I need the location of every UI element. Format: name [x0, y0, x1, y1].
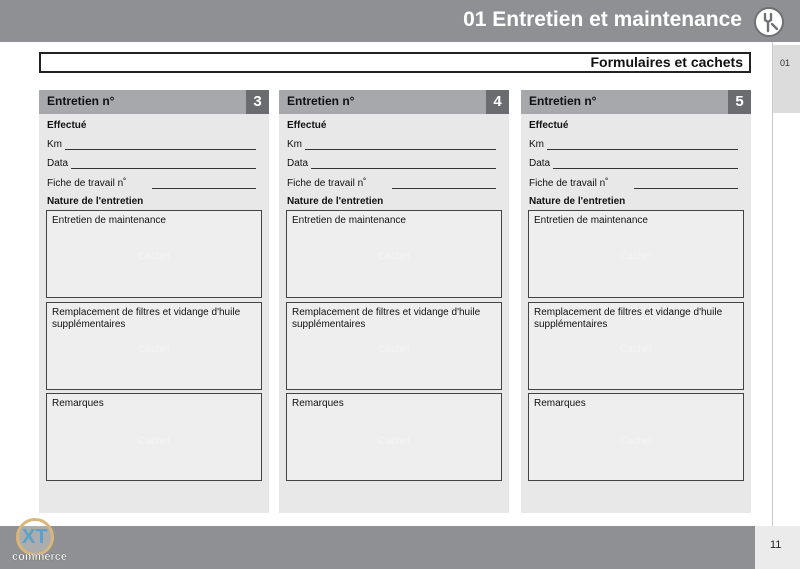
stamp-box-label: Entretien de maintenance: [534, 215, 648, 226]
logo-letters: XT: [22, 526, 48, 548]
km-label: Km: [47, 139, 62, 150]
chapter-title: 01 Entretien et maintenance: [463, 8, 742, 31]
section-title: Formulaires et cachets: [590, 54, 743, 70]
work-order-field[interactable]: [634, 188, 738, 189]
card-title: Entretien n°: [287, 94, 355, 108]
remarks-stamp-box[interactable]: [528, 393, 744, 481]
cachet-watermark: Cachet: [138, 344, 170, 355]
filter-oil-stamp-box[interactable]: [46, 302, 262, 390]
stamp-box-label: Entretien de maintenance: [292, 215, 406, 226]
date-field[interactable]: [71, 168, 256, 169]
maintenance-stamp-box[interactable]: [286, 210, 502, 298]
date-field[interactable]: [311, 168, 496, 169]
card-number: 3: [246, 90, 269, 114]
cachet-watermark: Cachet: [378, 251, 410, 262]
cachet-watermark: Cachet: [138, 436, 170, 447]
cachet-watermark: Cachet: [138, 251, 170, 262]
remarks-stamp-box[interactable]: [46, 393, 262, 481]
fiche-label: Fiche de travail n˚: [529, 178, 609, 189]
effectue-label: Effectué: [287, 120, 327, 131]
stamp-box-label: Entretien de maintenance: [52, 215, 166, 226]
data-label: Data: [529, 158, 551, 169]
fiche-label: Fiche de travail n˚: [47, 178, 127, 189]
effectue-label: Effectué: [529, 120, 569, 131]
card-title: Entretien n°: [529, 94, 597, 108]
service-card: [521, 90, 751, 513]
chapter-side-tab: [773, 45, 800, 113]
nature-label: Nature de l'entretien: [47, 196, 144, 207]
cachet-watermark: Cachet: [620, 344, 652, 355]
card-number: 4: [486, 90, 509, 114]
maintenance-stamp-box[interactable]: [528, 210, 744, 298]
filter-oil-stamp-box[interactable]: [286, 302, 502, 390]
footer-bar: [0, 526, 800, 569]
wrench-icon: [754, 7, 784, 37]
stamp-box-label: Remarques: [534, 398, 586, 409]
cachet-watermark: Cachet: [620, 251, 652, 262]
nature-label: Nature de l'entretien: [529, 196, 626, 207]
card-title: Entretien n°: [47, 94, 115, 108]
page-number: 11: [770, 539, 782, 551]
side-divider: [772, 42, 773, 526]
km-field[interactable]: [547, 149, 738, 150]
nature-label: Nature de l'entretien: [287, 196, 384, 207]
stamp-box-label: Remplacement de filtres et vidange d'huile supplémentaires: [292, 307, 481, 330]
work-order-field[interactable]: [392, 188, 496, 189]
maintenance-stamp-box[interactable]: [46, 210, 262, 298]
side-tab-label: 01: [780, 58, 791, 68]
service-card: [39, 90, 269, 513]
filter-oil-stamp-box[interactable]: [528, 302, 744, 390]
cachet-watermark: Cachet: [620, 436, 652, 447]
stamp-box-label: Remplacement de filtres et vidange d'huile supplémentaires: [534, 307, 723, 330]
card-header: [39, 90, 269, 114]
stamp-box-label: Remplacement de filtres et vidange d'huile supplémentaires: [52, 307, 241, 330]
card-number: 5: [728, 90, 751, 114]
logo-text: commerce: [12, 551, 68, 563]
work-order-field[interactable]: [152, 188, 256, 189]
data-label: Data: [287, 158, 309, 169]
data-label: Data: [47, 158, 69, 169]
fiche-label: Fiche de travail n˚: [287, 178, 367, 189]
service-card: [279, 90, 509, 513]
date-field[interactable]: [553, 168, 738, 169]
xt-commerce-logo: [8, 518, 70, 566]
km-label: Km: [529, 139, 544, 150]
card-header: [521, 90, 751, 114]
chapter-header-bar: [0, 0, 800, 42]
cachet-watermark: Cachet: [378, 436, 410, 447]
km-field[interactable]: [305, 149, 496, 150]
stamp-box-label: Remarques: [292, 398, 344, 409]
km-label: Km: [287, 139, 302, 150]
km-field[interactable]: [65, 149, 256, 150]
remarks-stamp-box[interactable]: [286, 393, 502, 481]
stamp-box-label: Remarques: [52, 398, 104, 409]
effectue-label: Effectué: [47, 120, 87, 131]
section-title-box: [39, 52, 751, 73]
card-header: [279, 90, 509, 114]
cachet-watermark: Cachet: [378, 344, 410, 355]
